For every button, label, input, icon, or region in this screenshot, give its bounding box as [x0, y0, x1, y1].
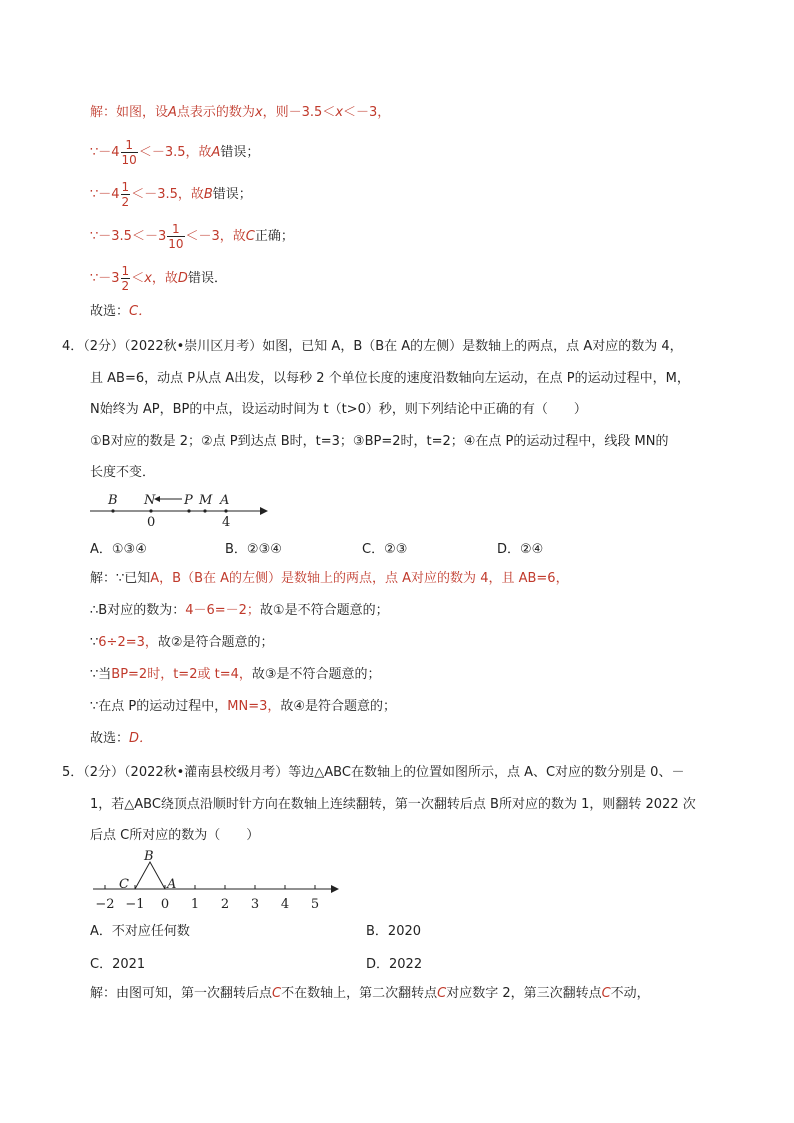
q4-option-b[interactable]: B．②③④ — [225, 542, 282, 557]
q3-solution-line3: ∵－4 $\frac{1}{2}$ ＜－3.5，故B错误； — [90, 180, 252, 209]
label-b: B — [108, 493, 118, 508]
q4-option-a[interactable]: A．①③④ — [90, 542, 147, 557]
point-p — [187, 509, 190, 512]
q4-stem-line2: 且 AB=6，动点 P从点 A出发，以每秒 2 个单位长度的速度沿数轴向左运动，在点 P的运动过程中，M， — [90, 371, 690, 386]
q3-solution-line2: ∵－4 $\frac{1}{10}$ ＜－3.5，故A错误； — [90, 138, 260, 167]
label-c: C — [119, 877, 129, 892]
label-a: A — [220, 493, 230, 508]
tick-label: 2 — [220, 897, 230, 912]
point-a — [224, 509, 227, 512]
q5-option-a[interactable]: A．不对应任何数 — [90, 924, 190, 939]
q3-answer: 故选：C． — [90, 304, 152, 319]
tick-label: 3 — [250, 897, 260, 912]
axis-arrow-icon — [331, 885, 339, 893]
q4-solution-line3: ∵6÷2=3，故②是符合题意的； — [90, 635, 274, 650]
q4-solution-line1: 解：∵已知A，B（B在 A的左侧）是数轴上的两点，点 A对应的数为 4，且 AB=6， — [90, 571, 569, 586]
label-b: B — [144, 849, 154, 864]
q4-answer: 故选：D． — [90, 731, 153, 746]
q4-stem-line3: N始终为 AP，BP的中点，设运动时间为 t（t>0）秒，则下列结论中正确的有（ ） — [90, 402, 587, 417]
tick-label: 1 — [190, 897, 200, 912]
q5-stem-line3: 后点 C所对应的数为（ ） — [90, 828, 260, 843]
tick-label: 5 — [310, 897, 320, 912]
axis-arrow-icon — [260, 507, 268, 515]
q4-stem-line4: ①B对应的数是 2；②点 P到达点 B时，t=3；③BP=2时，t=2；④在点 P的运动过程中，线段 MN的 — [90, 434, 669, 449]
fraction: $\frac{1}{10}$ — [168, 222, 184, 251]
q4-option-c[interactable]: C．②③ — [362, 542, 408, 557]
triangle-abc — [135, 862, 165, 889]
q4-solution-line5: ∵在点 P的运动过程中，MN=3，故④是符合题意的； — [90, 699, 397, 714]
q4-solution-line2: ∴B对应的数为：4－6=－2；故①是不符合题意的； — [90, 603, 389, 618]
tick-0: 0 — [147, 515, 156, 530]
label-a: A — [167, 877, 177, 892]
label-p: P — [184, 493, 193, 508]
q5-stem-line1: 5．（2分）（2022秋•灌南县校级月考）等边△ABC在数轴上的位置如图所示，点 A、C对应的数分别是 0、－ — [62, 765, 685, 780]
fraction: $\frac{1}{2}$ — [121, 180, 130, 209]
label-n: N — [144, 493, 156, 508]
q5-triangle-number-line-figure — [88, 846, 348, 916]
tick-labels — [95, 897, 319, 912]
q3-solution-line1: 解：如图，设A点表示的数为x，则－3.5＜x＜－3， — [90, 105, 391, 120]
q3-solution-line5: ∵－3 $\frac{1}{2}$ ＜x，故D错误． — [90, 264, 227, 293]
q5-solution-line1: 解：由图可知，第一次翻转后点C不在数轴上，第二次翻转点C对应数字 2，第三次翻转点C不动， — [90, 986, 650, 1001]
tick-label: −1 — [125, 897, 145, 912]
tick-label: −2 — [95, 897, 115, 912]
fraction: $\frac{1}{2}$ — [121, 264, 130, 293]
q5-stem-line2: 1，若△ABC绕顶点沿顺时针方向在数轴上连续翻转，第一次翻转后点 B所对应的数为 1，则翻转 2022 次 — [90, 797, 696, 812]
q4-stem-line5: 长度不变． — [90, 465, 156, 480]
fraction: $\frac{1}{10}$ — [121, 138, 137, 167]
point-b — [111, 509, 114, 512]
point-n — [149, 509, 152, 512]
q5-option-b[interactable]: B．2020 — [366, 924, 422, 939]
q4-option-d[interactable]: D．②④ — [497, 542, 544, 557]
tick-label: 0 — [160, 897, 170, 912]
q5-option-c[interactable]: C．2021 — [90, 957, 146, 972]
q4-stem-line1: 4．（2分）（2022秋•崇川区月考）如图，已知 A，B（B在 A的左侧）是数轴上的两点，点 A对应的数为 4， — [62, 339, 683, 354]
q5-option-d[interactable]: D．2022 — [366, 957, 423, 972]
point-m — [203, 509, 206, 512]
label-m: M — [199, 493, 213, 508]
q4-solution-line4: ∵当BP=2时，t=2或 t=4，故③是不符合题意的； — [90, 667, 381, 682]
tick-4: 4 — [222, 515, 231, 530]
tick-label: 4 — [280, 897, 290, 912]
q4-number-line-figure — [88, 490, 288, 530]
q3-solution-line4: ∵－3.5＜－3 $\frac{1}{10}$ ＜－3，故C正确； — [90, 222, 294, 251]
